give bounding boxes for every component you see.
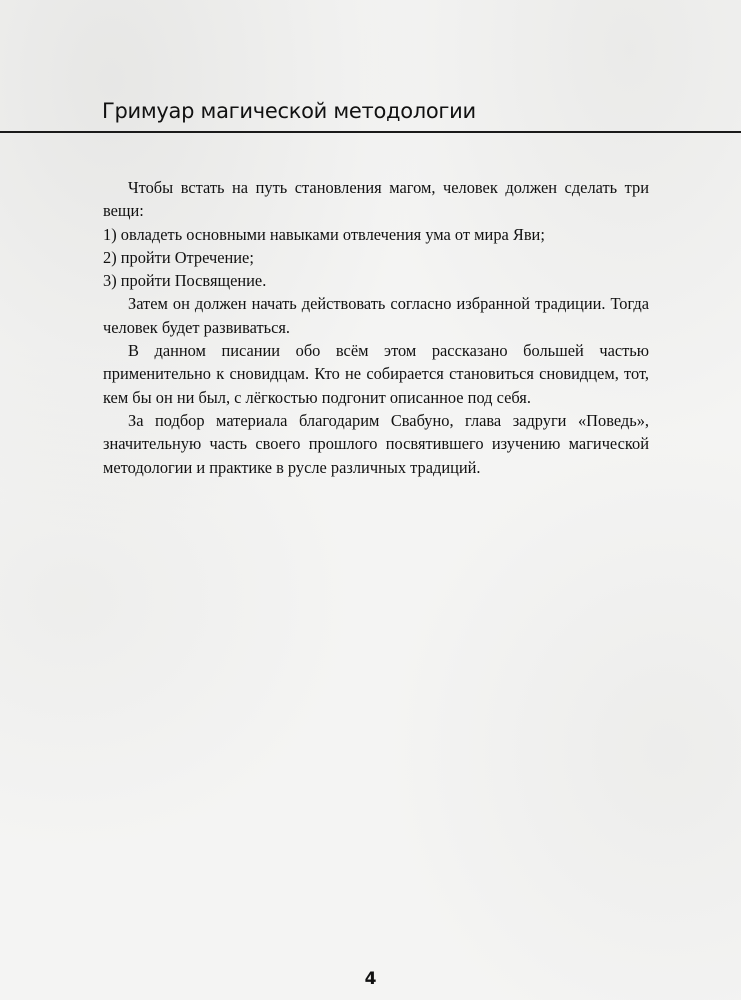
running-title: Гримуар магической методологии xyxy=(102,99,476,123)
paragraph: Чтобы встать на путь становления магом, человек должен сделать три вещи: xyxy=(103,178,649,221)
paragraph: За подбор материала благодарим Свабуно, глава задруги «Поведь», значительную часть своего прошлого посвятившего изучению магической методологии и практике в русле различных традиций. xyxy=(103,410,649,477)
paragraph: В данном писании обо всём этом рассказано большей частью применительно к сновидцам. Кто не собирается становиться сновидцем, тот, кем бы он ни был, с лёгкостью подгонит описанное под себя. xyxy=(103,341,649,407)
page-number: 4 xyxy=(364,969,377,989)
list-item: 3) пройти Посвящение. xyxy=(103,271,267,291)
paragraph: Затем он должен начать действовать согласно избранной традиции. Тогда человек будет развиваться. xyxy=(103,294,649,337)
header-rule xyxy=(0,131,741,133)
page-header xyxy=(0,0,741,133)
body-text xyxy=(103,176,649,479)
list-item: 2) пройти Отречение; xyxy=(103,247,254,267)
list-item: 1) овладеть основными навыками отвлечения ума от мира Яви; xyxy=(103,224,545,244)
